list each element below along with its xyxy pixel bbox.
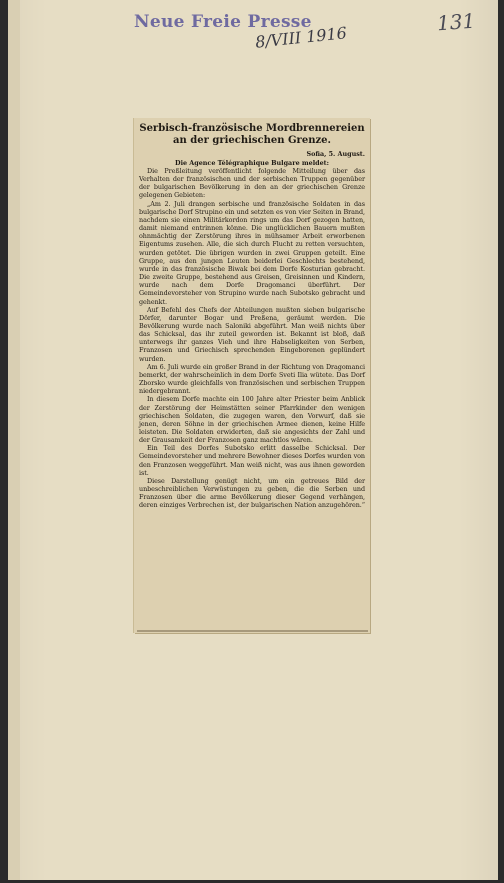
- handwritten-date: 8/VIII 1916: [254, 23, 348, 52]
- article-paragraph: Am 6. Juli wurde ein großer Brand in der Richtung von Dragomanci bemerkt, der wahrscheinlich in dem Dorfe Sveti Ilia wütete. Das Dorf Zborsko wurde gleichfalls von französischen und serbischen Truppen niedergebrannt.: [139, 362, 365, 396]
- sheet-binding-edge: [8, 0, 20, 880]
- handwritten-page-number: 131: [436, 8, 476, 36]
- newspaper-clipping: [134, 118, 370, 633]
- article-paragraph: Ein Teil des Dorfes Subotsko erlitt dasselbe Schicksal. Der Gemeindevorsteher und mehrere Bewohner dieses Dorfes wurden von den Franzosen weggeführt. Man weiß nicht, was aus ihnen geworden ist.: [139, 444, 365, 477]
- article-paragraph: Auf Befehl des Chefs der Abteilungen mußten sieben bulgarische Dörfer, darunter Bogar und Preßena, geräumt werden. Die Bevölkerung wurde nach Saloniki abgeführt. Man weiß nichts über das Schicksal, das ihr zuteil geworden ist. Bekannt ist bloß, daß unterwegs ihr ganzes Vieh und ihre Habseligkeiten von Serben, Franzosen und Griechisch sprechenden Eingeborenen geplündert wurden.: [139, 305, 365, 363]
- clipping-bottom-rule: [137, 630, 368, 632]
- article-paragraph: „Am 2. Juli drangen serbische und französische Soldaten in das bulgarische Dorf Strupino ein und setzten es von vier Seiten in Brand, nachdem sie einen Militärkordon rings um das Dorf gezogen hatten, damit niemand entrinnen könne. Die unglücklichen Bauern mußten ohnmächtig der Zerstörung ihres in mühsamer Arbeit erworbenen Eigentums zusehen. Alle, die sich durch Flucht zu retten versuchten, wurden getötet. Die übrigen wurden in zwei Gruppen geteilt. Eine Gruppe, aus den jungen Leuten beiderlei Geschlechts bestehend, wurde in das französische Biwak bei dem Dorfe Kosturian gebracht. Die zweite Gruppe, bestehend aus Greisen, Greisinnen und Kindern, wurde nach dem Dorfe Dragomanci überführt. Der Gemeindevorsteher von Strupino wurde nach Subotsko gebracht und gehenkt.: [139, 199, 365, 306]
- article-paragraph: Diese Darstellung genügt nicht, um ein getreues Bild der unbeschreiblichen Verwüstungen zu geben, die die Serben und Franzosen über die arme Bevölkerung dieser Gegend verhängen, deren einziges Verbrechen ist, der bulgarischen Nation anzugehören.“: [139, 476, 365, 510]
- article-intro: Die Agence Télégraphique Bulgare meldet:: [175, 159, 329, 167]
- article-headline: Serbisch-französische Mordbrennereien an der griechischen Grenze.: [139, 123, 365, 146]
- article-paragraph: Die Preßleitung veröffentlicht folgende Mitteilung über das Verhalten der französischen und der serbischen Truppen gegenüber der bulgarischen Bevölkerung in den an der griechischen Grenze gelegenen Gebieten:: [139, 167, 365, 200]
- article-paragraph: In diesem Dorfe machte ein 100 Jahre alter Priester beim Anblick der Zerstörung der Heimstätten seiner Pfarrkinder den wenigen griechischen Soldaten, die zugegen waren, den Vorwurf, daß sie jenen, deren Söhne in der griechischen Armee dienen, keine Hilfe leisteten. Die Soldaten erwiderten, daß sie angesichts der Zahl und der Grausamkeit der Franzosen ganz machtlos wären.: [139, 395, 365, 445]
- newspaper-stamp: Neue Freie Presse: [134, 12, 312, 32]
- article-dateline: Sofia, 5. August.: [306, 150, 365, 158]
